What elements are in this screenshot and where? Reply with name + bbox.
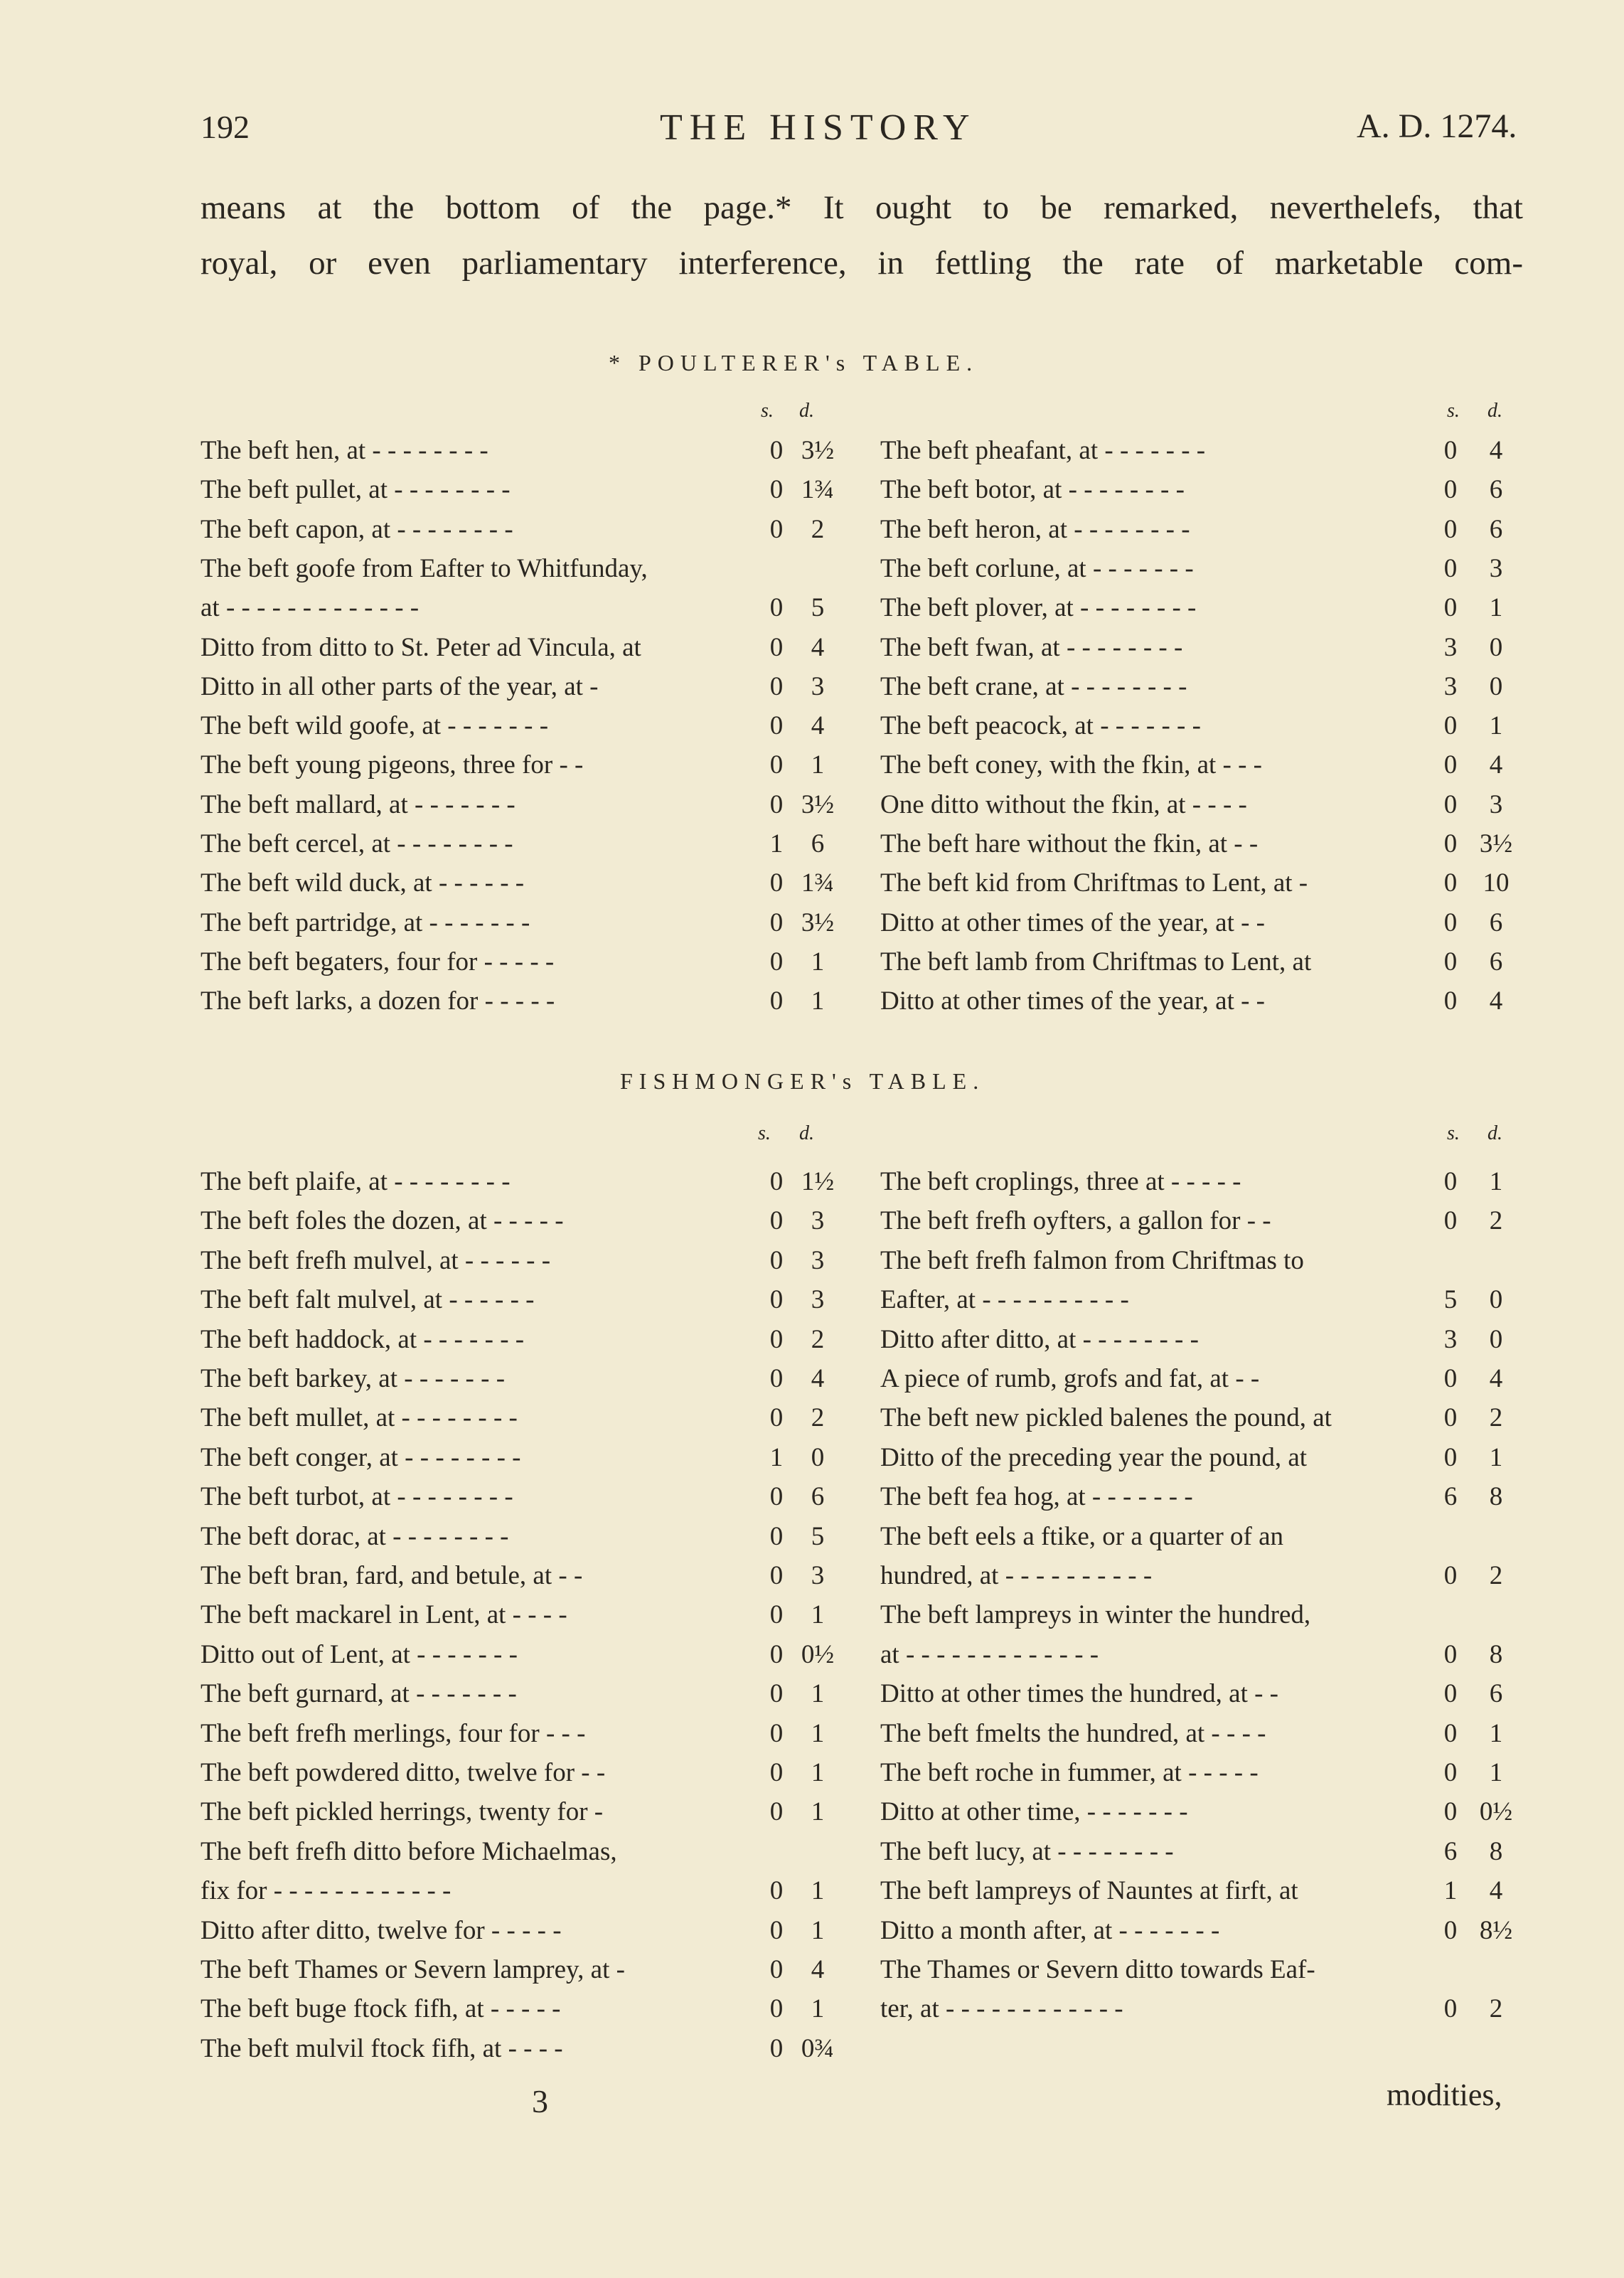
pence-value: 0 [1489,671,1503,701]
signature-mark: 3 [532,2083,548,2119]
item-label: Ditto in all other parts of the year, at - [201,671,599,701]
pence-value: 3 [1489,789,1503,819]
fishmonger-right-col-d: d. [1487,1122,1502,1144]
shillings-value: 0 [769,1167,784,1196]
pence-value: 8 [1489,1836,1503,1866]
shillings-value: 1 [769,829,784,858]
running-title: THE HISTORY [660,107,977,148]
pence-value: 6 [811,1482,825,1512]
shillings-value: 1 [769,1442,784,1472]
item-label: The beft heron, at - - - - - - - - [880,514,1190,544]
shillings-value: 0 [769,750,784,780]
pence-value: 2 [1489,1561,1503,1590]
item-label: hundred, at - - - - - - - - - - [880,1561,1153,1590]
item-label: Ditto at other times of the year, at - - [880,908,1265,937]
shillings-value: 0 [1443,1758,1458,1787]
pence-value: 1 [1489,593,1503,623]
shillings-value: 0 [1443,1915,1458,1945]
shillings-value: 0 [1443,908,1458,937]
item-label: The beft mulvil ftock fifh, at - - - - [201,2033,563,2063]
pence-value: 4 [1489,986,1503,1016]
shillings-value: 0 [1443,1718,1458,1748]
item-label: The beft bran, fard, and betule, at - - [201,1561,583,1590]
shillings-value: 0 [769,947,784,976]
item-label: The beft fea hog, at - - - - - - - [880,1482,1193,1512]
pence-value: 4 [1489,1876,1503,1906]
item-label: Ditto at other times the hundred, at - - [880,1679,1278,1709]
shillings-value: 0 [1443,711,1458,741]
shillings-value: 6 [1443,1836,1458,1866]
shillings-value: 3 [1443,671,1458,701]
item-label: The beft powdered ditto, twelve for - - [201,1758,606,1787]
pence-value: 6 [1489,1679,1503,1709]
pence-value: 6 [1489,514,1503,544]
item-label: The beft young pigeons, three for - - [201,750,584,780]
item-label: The beft plaife, at - - - - - - - - [201,1167,511,1196]
shillings-value: 0 [769,2033,784,2063]
shillings-value: 0 [769,789,784,819]
pence-value: 0 [811,1442,825,1472]
item-label: Ditto after ditto, at - - - - - - - - [880,1324,1199,1354]
item-label: Ditto at other times of the year, at - - [880,986,1265,1016]
shillings-value: 0 [769,593,784,623]
item-label: The beft wild goofe, at - - - - - - - [201,711,549,741]
item-label: The beft Thames or Severn lamprey, at - [201,1955,625,1984]
shillings-value: 0 [1443,436,1458,465]
item-label: The beft mallard, at - - - - - - - [201,789,515,819]
pence-value: 2 [1489,1206,1503,1236]
intro-line-2: royal, or even parliamentary interference, in fettling the rate of marketable com- [201,245,1523,282]
intro-line-1: means at the bottom of the page.* It ought to be remarked, neverthelefs, that [201,189,1523,226]
shillings-value: 0 [769,1679,784,1709]
catchword: modities, [1387,2077,1502,2112]
item-label: The beft kid from Chriftmas to Lent, at - [880,868,1308,898]
pence-value: 5 [811,1521,825,1551]
item-label: The Thames or Severn ditto towards Eaf- [880,1955,1315,1984]
shillings-value: 0 [1443,750,1458,780]
pence-value: 6 [1489,475,1503,505]
fishmonger-right-col-s: s. [1447,1122,1460,1144]
pence-value: 4 [1489,750,1503,780]
page-number: 192 [201,109,250,145]
item-label: The beft falt mulvel, at - - - - - - [201,1285,535,1315]
item-label: Ditto from ditto to St. Peter ad Vincula, at [201,632,641,662]
pence-value: 4 [811,1364,825,1393]
shillings-value: 3 [1443,632,1458,662]
shillings-value: 0 [1443,868,1458,898]
item-label: The beft goofe from Eafter to Whitfunday, [201,553,648,583]
shillings-value: 0 [769,1915,784,1945]
item-label: The beft pullet, at - - - - - - - - [201,475,511,505]
pence-value: 1 [811,986,825,1016]
item-label: The beft lucy, at - - - - - - - - [880,1836,1174,1866]
item-label: The beft frefh oyfters, a gallon for - - [880,1206,1271,1236]
shillings-value: 0 [769,986,784,1016]
item-label: The beft new pickled balenes the pound, at [880,1403,1332,1433]
item-label: The beft lamb from Chriftmas to Lent, at [880,947,1312,976]
shillings-value: 0 [769,1758,784,1787]
pence-value: 1 [811,947,825,976]
pence-value: 3½ [801,789,835,819]
fishmonger-table-title: FISHMONGER's TABLE. [620,1068,985,1094]
pence-value: 2 [811,514,825,544]
pence-value: 1 [811,1994,825,2024]
item-label: The beft turbot, at - - - - - - - - [201,1482,513,1512]
pence-value: 3 [811,671,825,701]
item-label: The beft conger, at - - - - - - - - [201,1442,521,1472]
shillings-value: 0 [769,1600,784,1630]
shillings-value: 0 [1443,553,1458,583]
pence-value: 0 [1489,1324,1503,1354]
shillings-value: 0 [769,1561,784,1590]
item-label: The beft foles the dozen, at - - - - - [201,1206,564,1236]
item-label: The beft coney, with the fkin, at - - - [880,750,1262,780]
page-date: A. D. 1274. [1357,107,1517,145]
shillings-value: 0 [1443,475,1458,505]
shillings-value: 0 [1443,986,1458,1016]
pence-value: 10 [1483,868,1510,898]
shillings-value: 0 [769,1718,784,1748]
pence-value: 6 [1489,908,1503,937]
pence-value: 3½ [801,908,835,937]
item-label: The beft buge ftock fifh, at - - - - - [201,1994,561,2024]
pence-value: 2 [1489,1403,1503,1433]
pence-value: 3½ [1479,829,1513,858]
poulterer-left-col-s: s. [761,400,774,422]
shillings-value: 0 [1443,514,1458,544]
shillings-value: 0 [769,514,784,544]
item-label: Ditto out of Lent, at - - - - - - - [201,1639,518,1669]
shillings-value: 0 [769,1482,784,1512]
item-label: The beft plover, at - - - - - - - - [880,593,1197,623]
shillings-value: 0 [769,1245,784,1275]
item-label: The beft fmelts the hundred, at - - - - [880,1718,1266,1748]
shillings-value: 0 [769,1324,784,1354]
pence-value: 1 [811,750,825,780]
item-label: The beft mackarel in Lent, at - - - - [201,1600,567,1630]
shillings-value: 0 [769,711,784,741]
shillings-value: 0 [1443,1679,1458,1709]
shillings-value: 0 [769,1639,784,1669]
pence-value: 3 [811,1561,825,1590]
item-label: The beft peacock, at - - - - - - - [880,711,1201,741]
item-label: Ditto after ditto, twelve for - - - - - [201,1915,562,1945]
item-label: The beft roche in fummer, at - - - - - [880,1758,1259,1787]
item-label: Ditto at other time, - - - - - - - [880,1797,1188,1827]
pence-value: 5 [811,593,825,623]
item-label: The beft partridge, at - - - - - - - [201,908,530,937]
item-label: The beft larks, a dozen for - - - - - [201,986,555,1016]
shillings-value: 0 [769,1206,784,1236]
pence-value: 8½ [1479,1915,1513,1945]
item-label: One ditto without the fkin, at - - - - [880,789,1247,819]
item-label: The beft wild duck, at - - - - - - [201,868,525,898]
item-label: The beft lampreys of Nauntes at firft, at [880,1876,1298,1906]
shillings-value: 0 [769,1994,784,2024]
pence-value: 1 [1489,1758,1503,1787]
item-label: The beft capon, at - - - - - - - - [201,514,513,544]
shillings-value: 0 [1443,947,1458,976]
shillings-value: 3 [1443,1324,1458,1354]
pence-value: 8 [1489,1639,1503,1669]
pence-value: 1¾ [801,868,835,898]
shillings-value: 0 [769,475,784,505]
pence-value: 1¾ [801,475,835,505]
shillings-value: 0 [769,1521,784,1551]
pence-value: 1½ [801,1167,835,1196]
shillings-value: 0 [769,1797,784,1827]
pence-value: 4 [811,1955,825,1984]
item-label: Ditto a month after, at - - - - - - - [880,1915,1220,1945]
pence-value: 8 [1489,1482,1503,1512]
item-label: The beft gurnard, at - - - - - - - [201,1679,517,1709]
pence-value: 4 [1489,1364,1503,1393]
pence-value: 0½ [801,1639,835,1669]
pence-value: 1 [1489,1718,1503,1748]
item-label: The beft crane, at - - - - - - - - [880,671,1187,701]
pence-value: 2 [811,1403,825,1433]
pence-value: 0¾ [801,2033,835,2063]
item-label: The beft mullet, at - - - - - - - - [201,1403,518,1433]
item-label: The beft fwan, at - - - - - - - - [880,632,1183,662]
item-label: The beft eels a ftike, or a quarter of an [880,1521,1284,1551]
item-label: The beft cercel, at - - - - - - - - [201,829,513,858]
item-label: A piece of rumb, grofs and fat, at - - [880,1364,1260,1393]
poulterer-right-col-s: s. [1447,400,1460,422]
poulterer-right-col-d: d. [1487,400,1502,422]
shillings-value: 0 [769,436,784,465]
item-label: The beft lampreys in winter the hundred, [880,1600,1311,1630]
pence-value: 1 [1489,1167,1503,1196]
pence-value: 0½ [1479,1797,1513,1827]
pence-value: 1 [1489,711,1503,741]
shillings-value: 0 [1443,829,1458,858]
shillings-value: 0 [1443,1994,1458,2024]
pence-value: 3 [1489,553,1503,583]
pence-value: 0 [1489,632,1503,662]
shillings-value: 0 [769,1364,784,1393]
pence-value: 1 [811,1600,825,1630]
pence-value: 4 [811,711,825,741]
item-label: The beft haddock, at - - - - - - - [201,1324,525,1354]
item-label: The beft croplings, three at - - - - - [880,1167,1241,1196]
pence-value: 1 [811,1915,825,1945]
shillings-value: 0 [1443,789,1458,819]
item-label: ter, at - - - - - - - - - - - - [880,1994,1123,2024]
shillings-value: 0 [1443,1797,1458,1827]
poulterer-table-title: * POULTERER's TABLE. [609,350,979,376]
shillings-value: 0 [1443,1206,1458,1236]
pence-value: 2 [1489,1994,1503,2024]
item-label: Eafter, at - - - - - - - - - - [880,1285,1129,1315]
shillings-value: 0 [769,632,784,662]
pence-value: 6 [811,829,825,858]
shillings-value: 0 [1443,1561,1458,1590]
pence-value: 4 [811,632,825,662]
item-label: The beft frefh ditto before Michaelmas, [201,1836,617,1866]
item-label: The beft dorac, at - - - - - - - - [201,1521,509,1551]
fishmonger-left-col-d: d. [799,1122,814,1144]
shillings-value: 0 [769,1955,784,1984]
pence-value: 1 [811,1797,825,1827]
item-label: The beft begaters, four for - - - - - [201,947,555,976]
pence-value: 3 [811,1206,825,1236]
item-label: The beft frefh mulvel, at - - - - - - [201,1245,551,1275]
pence-value: 1 [811,1876,825,1906]
shillings-value: 0 [769,1876,784,1906]
pence-value: 0 [1489,1285,1503,1315]
fishmonger-left-col-s: s. [758,1122,771,1144]
item-label: The beft pickled herrings, twenty for - [201,1797,604,1827]
shillings-value: 1 [1443,1876,1458,1906]
pence-value: 1 [811,1718,825,1748]
shillings-value: 0 [769,908,784,937]
pence-value: 1 [811,1679,825,1709]
pence-value: 2 [811,1324,825,1354]
shillings-value: 0 [769,1285,784,1315]
item-label: The beft pheafant, at - - - - - - - [880,436,1206,465]
item-label: at - - - - - - - - - - - - - [201,593,420,623]
item-label: The beft barkey, at - - - - - - - [201,1364,506,1393]
item-label: The beft frefh merlings, four for - - - [201,1718,586,1748]
pence-value: 4 [1489,436,1503,465]
item-label: The beft corlune, at - - - - - - - [880,553,1194,583]
shillings-value: 0 [1443,1167,1458,1196]
pence-value: 6 [1489,947,1503,976]
item-label: Ditto of the preceding year the pound, at [880,1442,1308,1472]
poulterer-left-col-d: d. [799,400,814,422]
item-label: The beft frefh falmon from Chriftmas to [880,1245,1304,1275]
item-label: The beft botor, at - - - - - - - - [880,475,1185,505]
item-label: The beft hen, at - - - - - - - - [201,436,488,465]
shillings-value: 0 [1443,1403,1458,1433]
shillings-value: 0 [1443,1364,1458,1393]
item-label: fix for - - - - - - - - - - - - [201,1876,452,1906]
shillings-value: 6 [1443,1482,1458,1512]
pence-value: 1 [1489,1442,1503,1472]
shillings-value: 0 [1443,1442,1458,1472]
item-label: The beft hare without the fkin, at - - [880,829,1259,858]
pence-value: 3 [811,1245,825,1275]
shillings-value: 5 [1443,1285,1458,1315]
pence-value: 3½ [801,436,835,465]
item-label: at - - - - - - - - - - - - - [880,1639,1099,1669]
shillings-value: 0 [769,671,784,701]
pence-value: 1 [811,1758,825,1787]
shillings-value: 0 [1443,593,1458,623]
shillings-value: 0 [769,868,784,898]
shillings-value: 0 [769,1403,784,1433]
pence-value: 3 [811,1285,825,1315]
shillings-value: 0 [1443,1639,1458,1669]
